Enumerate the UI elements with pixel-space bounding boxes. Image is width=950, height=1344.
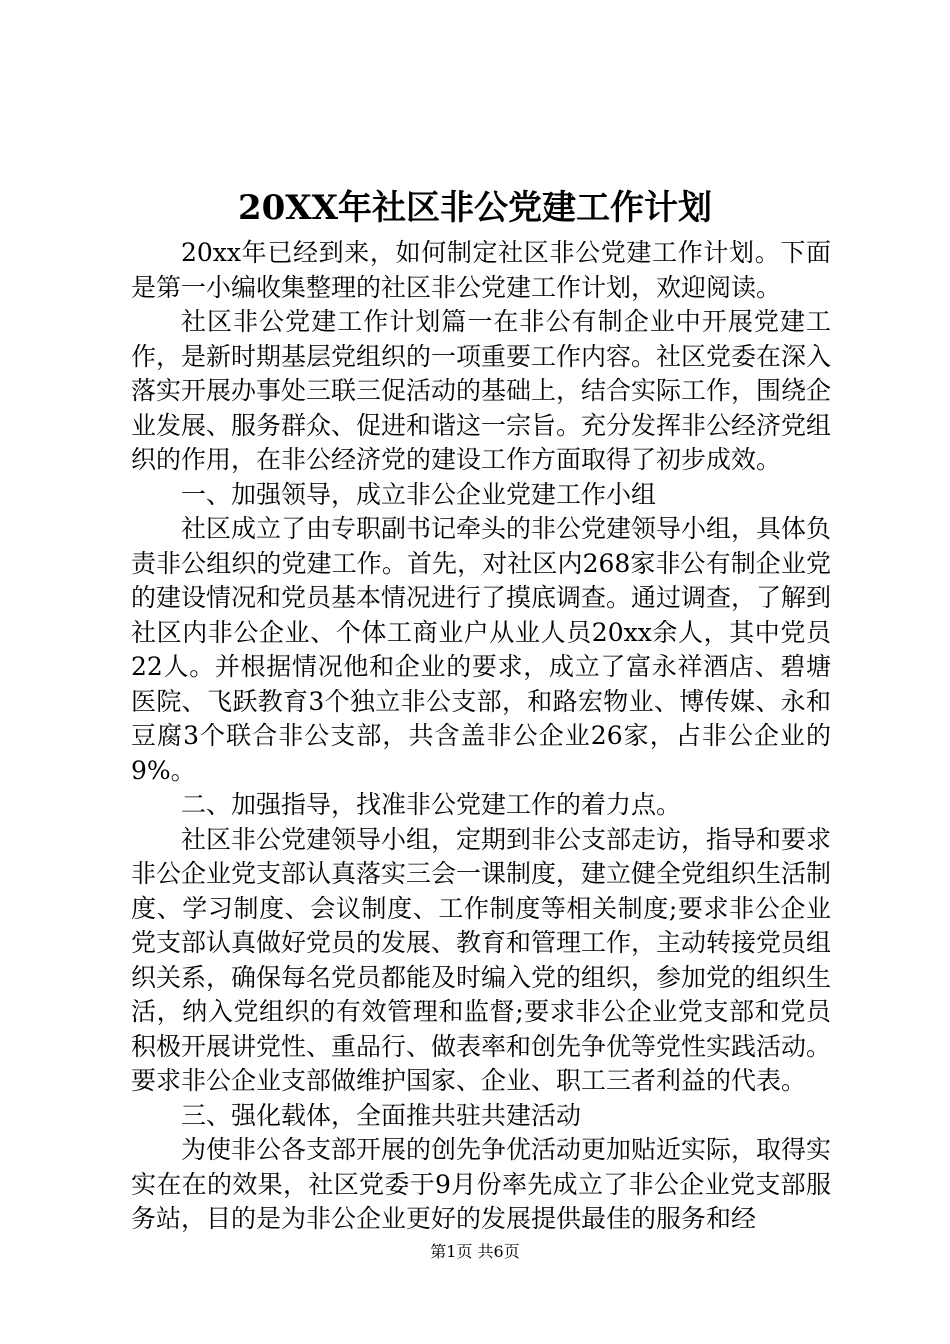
section-heading-2: 二、加强指导，找准非公党建工作的着力点。 (181, 790, 682, 819)
section-heading-1: 一、加强领导，成立非公企业党建工作小组 (181, 479, 657, 509)
paragraph-intro: 20xx年已经到来，如何制定社区非公党建工作计划。下面是第一小编收集整理的社区非公党建工作计划，欢迎阅读。 (131, 238, 831, 302)
page-footer: 第1页 共6页 (430, 1242, 520, 1261)
paragraph-section-3: 为使非公各支部开展的创先争优活动更加贴近实际，取得实实在在的效果，社区党委于9月份率先成立了非公企业党支部服务站，目的是为非公企业更好的发展提供最佳的服务和经 (131, 1135, 832, 1233)
document-title: 20XX年社区非公党建工作计划 (237, 188, 713, 228)
paragraph-plan-one: 社区非公党建工作计划篇一在非公有制企业中开展党建工作，是新时期基层党组织的一项重要工作内容。社区党委在深入落实开展办事处三联三促活动的基础上，结合实际工作，围绕企业发展、服务群众、促进和谐这一宗旨。充分发挥非公经济党组织的作用，在非公经济党的建设工作方面取得了初步成效。 (131, 307, 832, 474)
section-heading-3: 三、强化载体，全面推共驻共建活动 (181, 1100, 582, 1130)
paragraph-section-2: 社区非公党建领导小组，定期到非公支部走访，指导和要求非公企业党支部认真落实三会一课制度，建立健全党组织生活制度、学习制度、会议制度、工作制度等相关制度;要求非公企业党支部认真做好党员的发展、教育和管理工作，主动转接党员组织关系，确保每名党员都能及时编入党的组织，参加党的组织生活，纳入党组织的有效管理和监督;要求非公企业党支部和党员积极开展讲党性、重品行、做表率和创先争优等党性实践活动。要求非公企业支部做维护国家、企业、职工三者利益的代表。 (131, 824, 832, 1095)
paragraph-section-1: 社区成立了由专职副书记牵头的非公党建领导小组，具体负责非公组织的党建工作。首先，对社区内268家非公有制企业党的建设情况和党员基本情况进行了摸底调查。通过调查，了解到社区内非公企业、个体工商业户从业人员20xx余人，其中党员22人。并根据情况他和企业的要求，成立了富永祥酒店、碧塘医院、飞跃教育3个独立非公支部，和路宏物业、博传媒、永和豆腐3个联合非公支部，共含盖非公企业26家，占非公企业的9%。 (131, 514, 832, 785)
document-body (131, 236, 831, 1237)
